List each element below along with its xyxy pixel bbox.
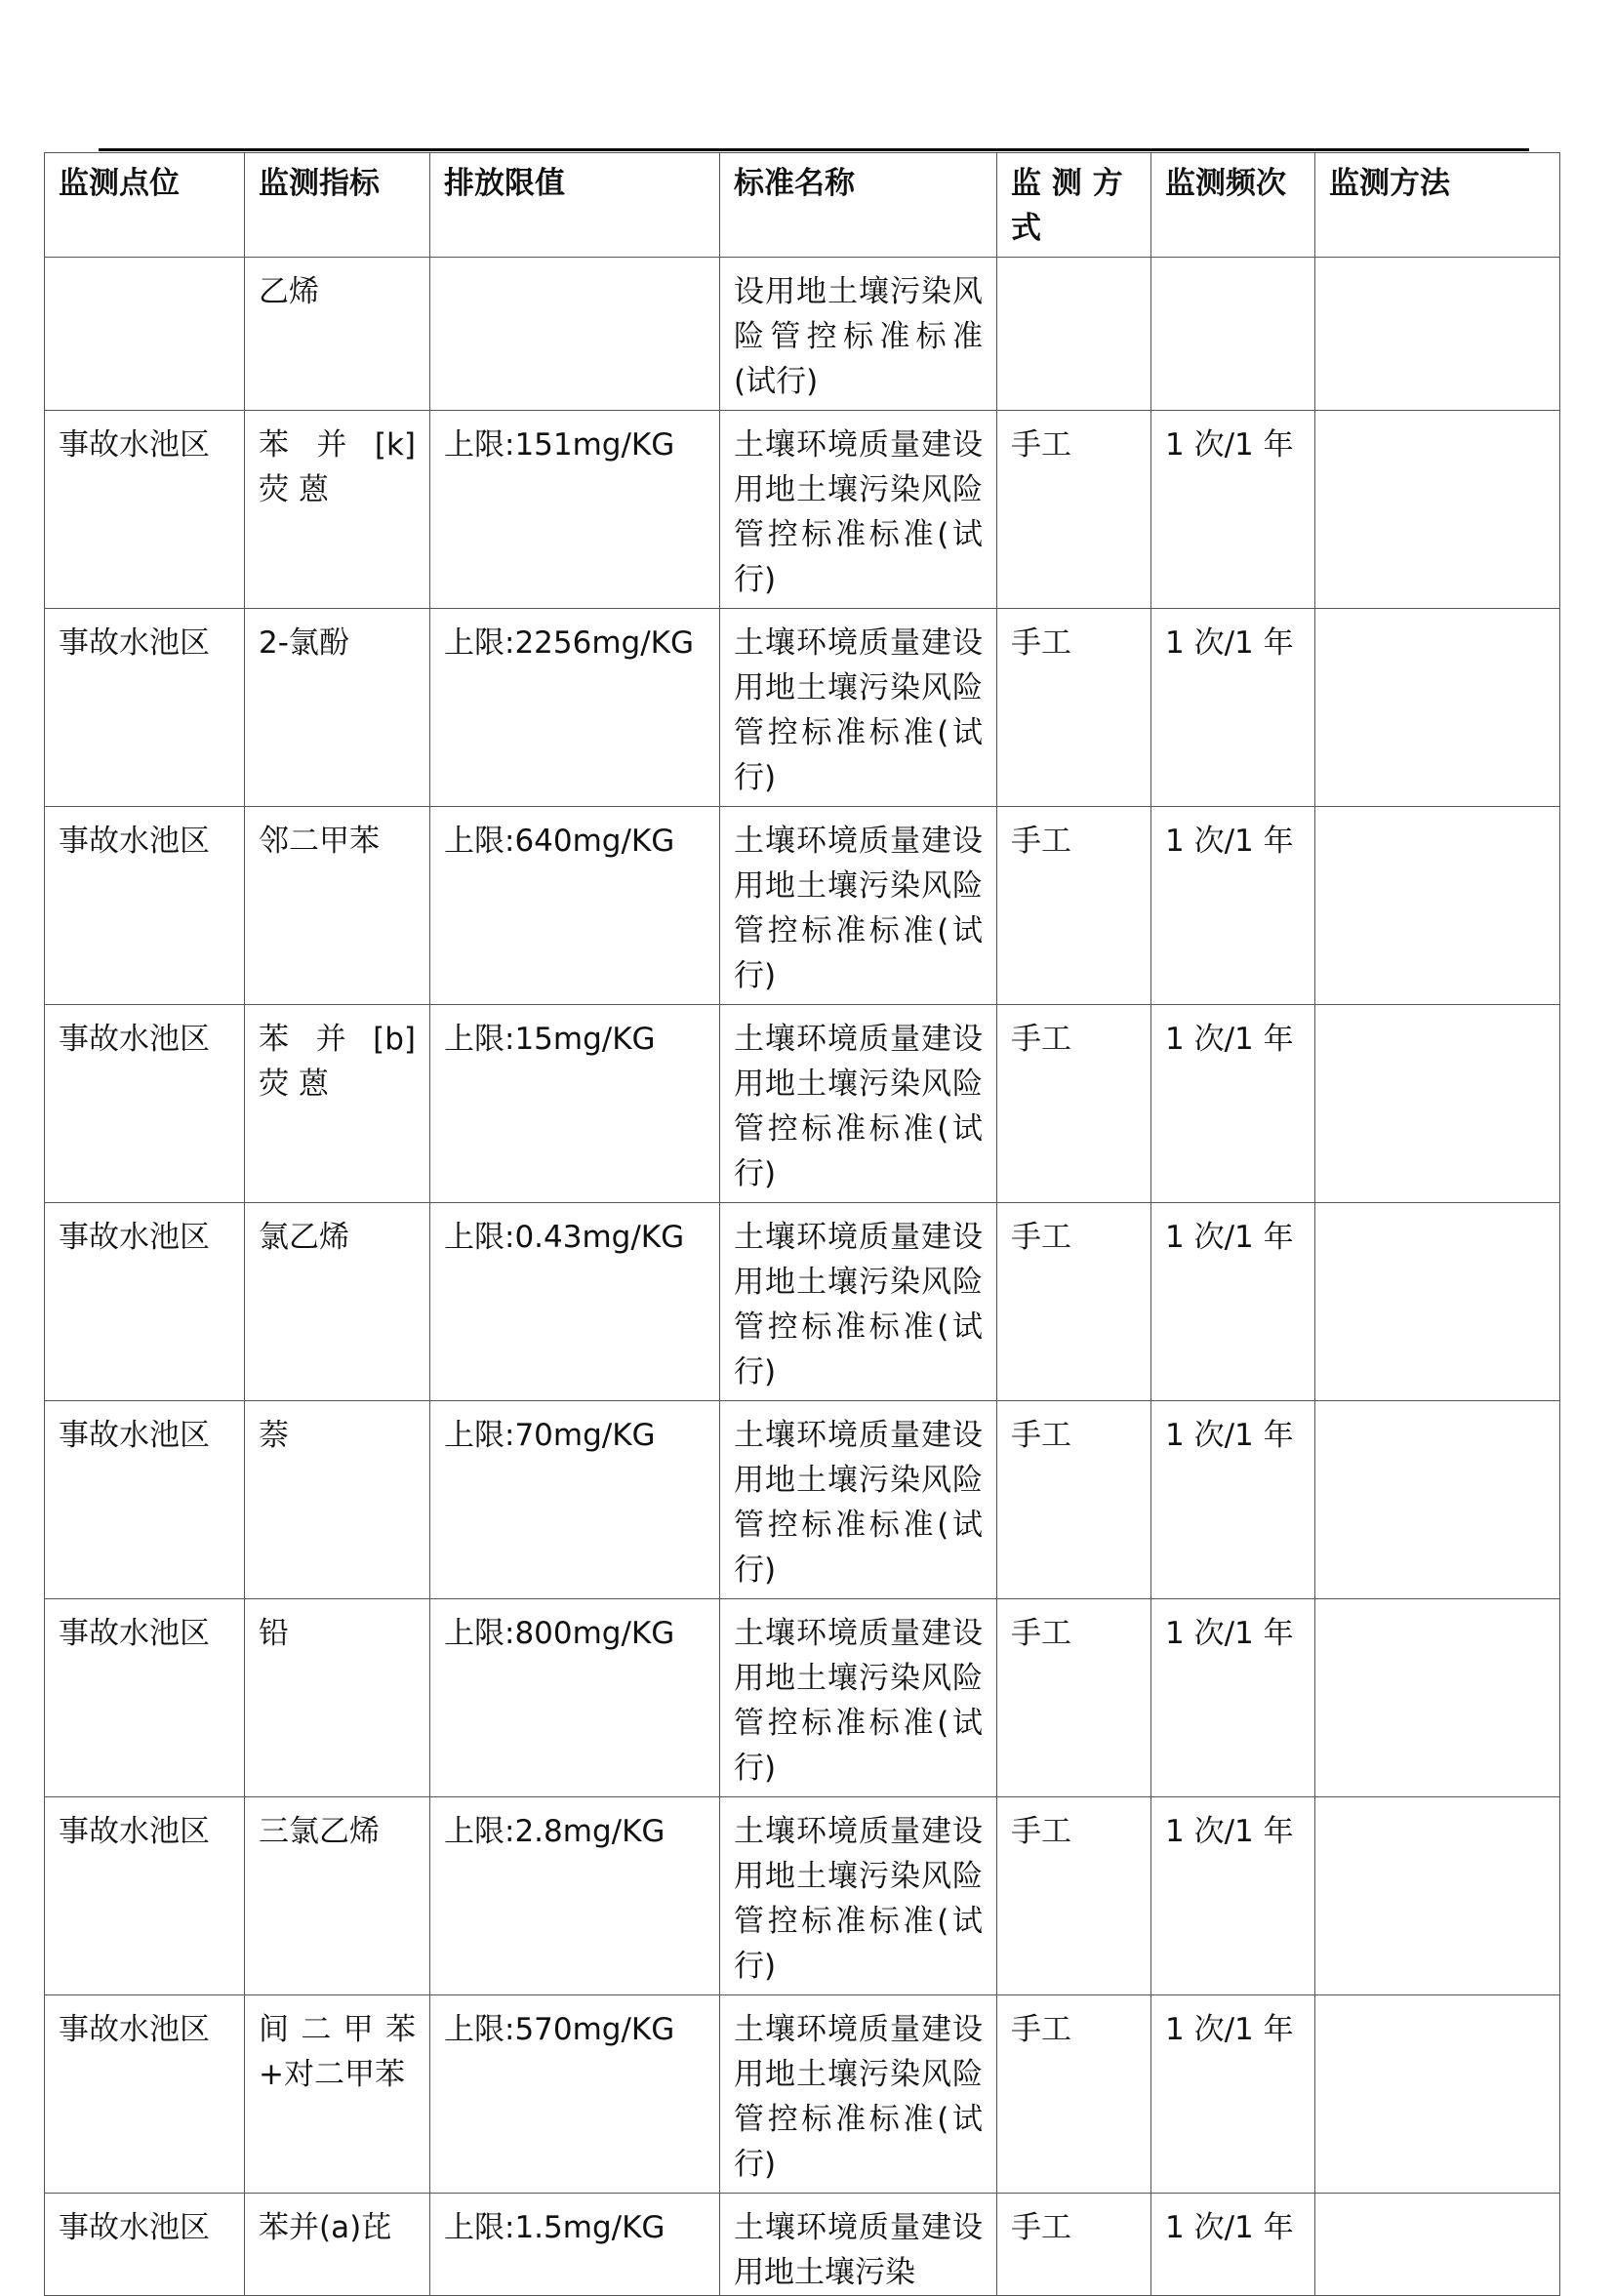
cell-indicator: 乙烯 — [245, 258, 430, 411]
cell-standard: 土壤环境质量建设用地土壤污染风险管控标准标准(试行) — [720, 1797, 997, 1995]
cell-standard: 土壤环境质量建设用地土壤污染风险管控标准标准(试行) — [720, 1401, 997, 1599]
header-monitoring-frequency: 监测频次 — [1151, 153, 1315, 258]
cell-standard: 土壤环境质量建设用地土壤污染风险管控标准标准(试行) — [720, 609, 997, 807]
cell-mode: 手工 — [997, 411, 1151, 609]
table-row — [45, 1005, 1560, 1203]
cell-standard: 设用地土壤污染风险管控标准标准(试行) — [720, 258, 997, 411]
cell-point: 事故水池区 — [45, 1599, 245, 1797]
cell-mode: 手工 — [997, 1995, 1151, 2194]
cell-standard: 土壤环境质量建设用地土壤污染 — [720, 2194, 997, 2296]
cell-point: 事故水池区 — [45, 807, 245, 1005]
cell-method — [1315, 1401, 1560, 1599]
cell-method — [1315, 807, 1560, 1005]
cell-point: 事故水池区 — [45, 1203, 245, 1401]
cell-method — [1315, 1797, 1560, 1995]
cell-limit: 上限:15mg/KG — [430, 1005, 720, 1203]
table-row — [45, 258, 1560, 411]
cell-indicator: 氯乙烯 — [245, 1203, 430, 1401]
cell-point: 事故水池区 — [45, 1995, 245, 2194]
cell-limit: 上限:151mg/KG — [430, 411, 720, 609]
cell-point: 事故水池区 — [45, 609, 245, 807]
cell-indicator: 苯 并 [b] 荧 蒽 — [245, 1005, 430, 1203]
table-row — [45, 807, 1560, 1005]
cell-mode: 手工 — [997, 2194, 1151, 2296]
cell-indicator: 间二甲苯+对二甲苯 — [245, 1995, 430, 2194]
cell-point: 事故水池区 — [45, 411, 245, 609]
table-row — [45, 609, 1560, 807]
cell-mode: 手工 — [997, 1599, 1151, 1797]
cell-frequency: 1 次/1 年 — [1151, 807, 1315, 1005]
table-row — [45, 1797, 1560, 1995]
header-standard-name: 标准名称 — [720, 153, 997, 258]
cell-standard: 土壤环境质量建设用地土壤污染风险管控标准标准(试行) — [720, 1995, 997, 2194]
cell-point: 事故水池区 — [45, 1797, 245, 1995]
cell-mode: 手工 — [997, 807, 1151, 1005]
cell-limit — [430, 258, 720, 411]
table-row — [45, 1995, 1560, 2194]
cell-frequency: 1 次/1 年 — [1151, 411, 1315, 609]
cell-limit: 上限:640mg/KG — [430, 807, 720, 1005]
cell-indicator: 铅 — [245, 1599, 430, 1797]
cell-frequency: 1 次/1 年 — [1151, 1599, 1315, 1797]
header-emission-limit: 排放限值 — [430, 153, 720, 258]
cell-mode: 手工 — [997, 609, 1151, 807]
cell-frequency: 1 次/1 年 — [1151, 1005, 1315, 1203]
cell-method — [1315, 1599, 1560, 1797]
header-monitoring-method: 监测方法 — [1315, 153, 1560, 258]
cell-frequency: 1 次/1 年 — [1151, 1797, 1315, 1995]
cell-standard: 土壤环境质量建设用地土壤污染风险管控标准标准(试行) — [720, 1599, 997, 1797]
cell-limit: 上限:2256mg/KG — [430, 609, 720, 807]
cell-mode: 手工 — [997, 1005, 1151, 1203]
cell-method — [1315, 1005, 1560, 1203]
table-header-row — [45, 153, 1560, 258]
header-monitoring-point: 监测点位 — [45, 153, 245, 258]
cell-standard: 土壤环境质量建设用地土壤污染风险管控标准标准(试行) — [720, 1203, 997, 1401]
cell-mode: 手工 — [997, 1797, 1151, 1995]
cell-point: 事故水池区 — [45, 1005, 245, 1203]
monitoring-table — [44, 152, 1560, 2296]
cell-method — [1315, 1995, 1560, 2194]
cell-indicator: 萘 — [245, 1401, 430, 1599]
cell-indicator: 2-氯酚 — [245, 609, 430, 807]
cell-point: 事故水池区 — [45, 1401, 245, 1599]
cell-mode: 手工 — [997, 1203, 1151, 1401]
cell-point: 事故水池区 — [45, 2194, 245, 2296]
cell-mode: 手工 — [997, 1401, 1151, 1599]
table-row — [45, 411, 1560, 609]
table-row — [45, 1203, 1560, 1401]
cell-point — [45, 258, 245, 411]
cell-limit: 上限:70mg/KG — [430, 1401, 720, 1599]
header-monitoring-indicator: 监测指标 — [245, 153, 430, 258]
table-row — [45, 1401, 1560, 1599]
cell-mode — [997, 258, 1151, 411]
cell-limit: 上限:0.43mg/KG — [430, 1203, 720, 1401]
cell-frequency: 1 次/1 年 — [1151, 609, 1315, 807]
cell-method — [1315, 609, 1560, 807]
cell-indicator: 苯并(a)芘 — [245, 2194, 430, 2296]
cell-indicator: 三氯乙烯 — [245, 1797, 430, 1995]
cell-frequency: 1 次/1 年 — [1151, 2194, 1315, 2296]
cell-standard: 土壤环境质量建设用地土壤污染风险管控标准标准(试行) — [720, 1005, 997, 1203]
table-row — [45, 2194, 1560, 2296]
cell-standard: 土壤环境质量建设用地土壤污染风险管控标准标准(试行) — [720, 411, 997, 609]
cell-frequency: 1 次/1 年 — [1151, 1401, 1315, 1599]
cell-frequency — [1151, 258, 1315, 411]
cell-method — [1315, 1203, 1560, 1401]
cell-limit: 上限:800mg/KG — [430, 1599, 720, 1797]
header-monitoring-mode: 监 测 方 式 — [997, 153, 1151, 258]
cell-standard: 土壤环境质量建设用地土壤污染风险管控标准标准(试行) — [720, 807, 997, 1005]
header-rule — [99, 148, 1529, 151]
cell-method — [1315, 258, 1560, 411]
cell-indicator: 苯 并 [k] 荧 蒽 — [245, 411, 430, 609]
cell-limit: 上限:570mg/KG — [430, 1995, 720, 2194]
cell-indicator: 邻二甲苯 — [245, 807, 430, 1005]
cell-frequency: 1 次/1 年 — [1151, 1203, 1315, 1401]
cell-method — [1315, 411, 1560, 609]
cell-limit: 上限:1.5mg/KG — [430, 2194, 720, 2296]
table-row — [45, 1599, 1560, 1797]
cell-frequency: 1 次/1 年 — [1151, 1995, 1315, 2194]
cell-method — [1315, 2194, 1560, 2296]
cell-limit: 上限:2.8mg/KG — [430, 1797, 720, 1995]
